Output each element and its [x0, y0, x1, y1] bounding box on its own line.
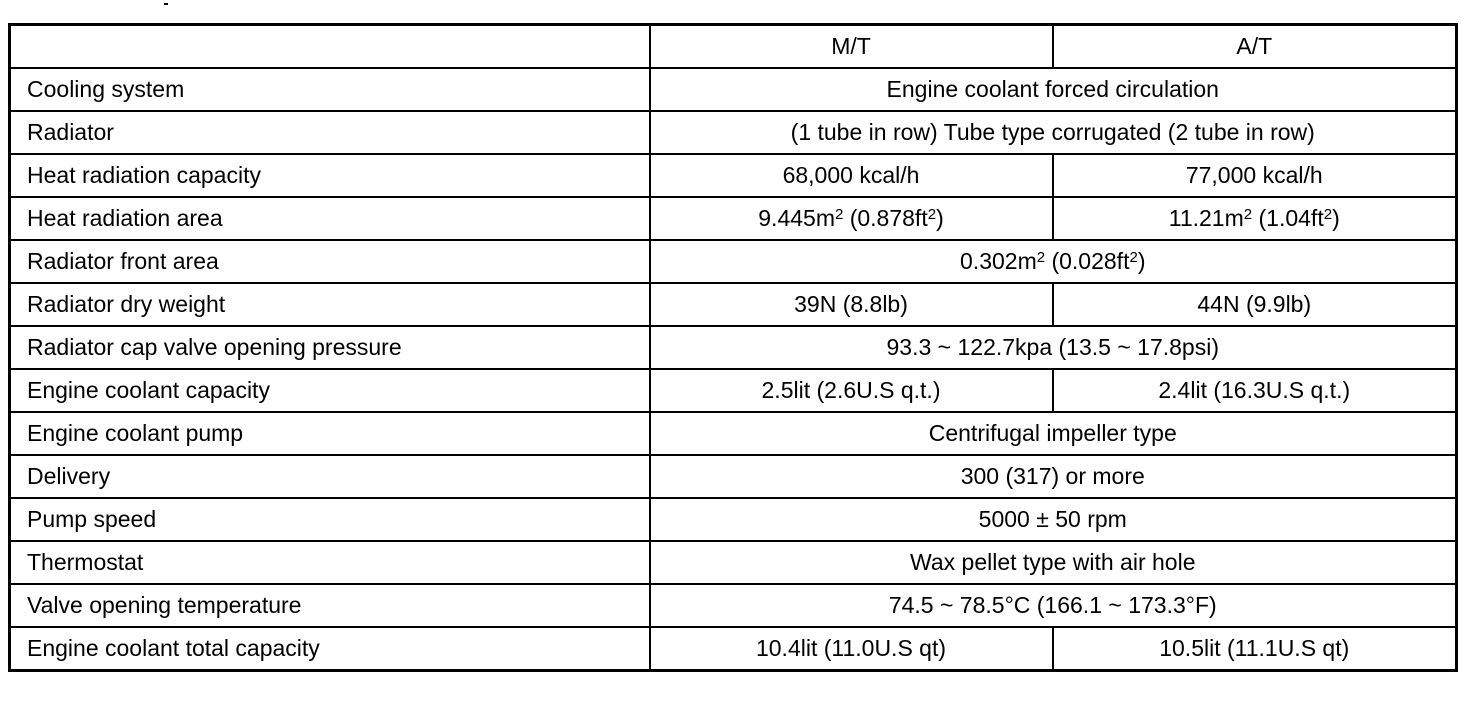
row-label: Thermostat: [10, 541, 650, 584]
table-row: [10, 68, 1457, 111]
row-value: Wax pellet type with air hole: [650, 541, 1457, 584]
table-row: [10, 584, 1457, 627]
stray-dash-mark: [164, 3, 168, 5]
row-label: Radiator cap valve opening pressure: [10, 326, 650, 369]
row-label: Radiator: [10, 111, 650, 154]
row-label: Valve opening temperature: [10, 584, 650, 627]
row-value: (1 tube in row) Tube type corrugated (2 tube in row): [650, 111, 1457, 154]
table-row: [10, 283, 1457, 326]
row-value: 74.5 ~ 78.5°C (166.1 ~ 173.3°F): [650, 584, 1457, 627]
header-blank-cell: [10, 25, 650, 69]
row-value-at: $11.21m^2$ $(1.04ft^2)$: [1053, 197, 1457, 240]
row-value-mt: 2.5lit (2.6U.S q.t.): [650, 369, 1053, 412]
table-row: [10, 111, 1457, 154]
row-value: Centrifugal impeller type: [650, 412, 1457, 455]
table-row: [10, 541, 1457, 584]
table-row: [10, 197, 1457, 240]
row-value: 93.3 ~ 122.7kpa (13.5 ~ 17.8psi): [650, 326, 1457, 369]
cooling-spec-table: [8, 23, 1458, 672]
row-label: Engine coolant pump: [10, 412, 650, 455]
row-label: Radiator dry weight: [10, 283, 650, 326]
row-label: Engine coolant capacity: [10, 369, 650, 412]
row-value-at: 77,000 kcal/h: [1053, 154, 1457, 197]
table-row: [10, 154, 1457, 197]
row-label: Heat radiation capacity: [10, 154, 650, 197]
table-row: [10, 455, 1457, 498]
row-value-mt: 10.4lit (11.0U.S qt): [650, 627, 1053, 671]
table-row: [10, 498, 1457, 541]
header-at: A/T: [1053, 25, 1457, 69]
table-row: [10, 369, 1457, 412]
table-row: [10, 240, 1457, 283]
row-label: Delivery: [10, 455, 650, 498]
row-label: Engine coolant total capacity: [10, 627, 650, 671]
row-label: Pump speed: [10, 498, 650, 541]
row-label: Radiator front area: [10, 240, 650, 283]
row-value-at: 44N (9.9lb): [1053, 283, 1457, 326]
table-row: [10, 627, 1457, 671]
table-row: [10, 326, 1457, 369]
row-value-mt: 39N (8.8lb): [650, 283, 1053, 326]
row-value: 5000 ± 50 rpm: [650, 498, 1457, 541]
row-value-at: 2.4lit (16.3U.S q.t.): [1053, 369, 1457, 412]
header-row: [10, 25, 1457, 69]
table-row: [10, 412, 1457, 455]
row-value-at: 10.5lit (11.1U.S qt): [1053, 627, 1457, 671]
row-value-mt: 68,000 kcal/h: [650, 154, 1053, 197]
header-mt: M/T: [650, 25, 1053, 69]
row-value-mt: $9.445m^2$ $(0.878ft^2)$: [650, 197, 1053, 240]
row-value: $0.302m^2$ $(0.028ft^2)$: [650, 240, 1457, 283]
row-value: Engine coolant forced circulation: [650, 68, 1457, 111]
row-label: Cooling system: [10, 68, 650, 111]
row-label: Heat radiation area: [10, 197, 650, 240]
row-value: 300 (317) or more: [650, 455, 1457, 498]
